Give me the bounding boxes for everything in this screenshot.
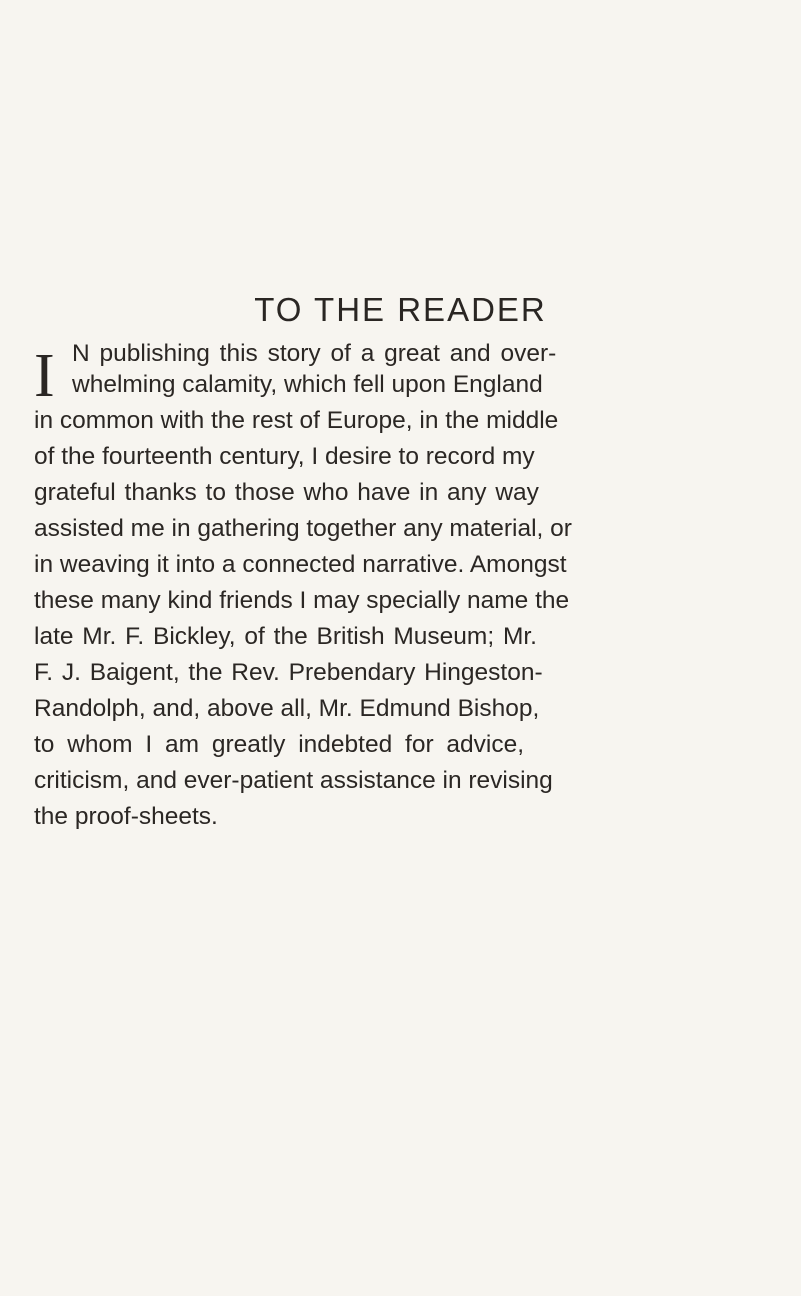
text-line: criticism, and ever-patient assistance in revising: [34, 767, 553, 794]
text-line: these many kind friends I may specially name the: [34, 587, 570, 614]
text-line: N publishing this story of a great and over-: [72, 340, 557, 367]
text-line: grateful thanks to those who have in any way: [34, 479, 539, 506]
text-line: the proof-sheets.: [34, 803, 218, 830]
text-line: F. J. Baigent, the Rev. Prebendary Hingeston-: [34, 659, 543, 686]
page-title: TO THE READER: [254, 291, 547, 328]
text-line: whelming calamity, which fell upon England: [72, 371, 543, 398]
text-line: assisted me in gathering together any material, or: [34, 515, 572, 542]
text-line: late Mr. F. Bickley, of the British Museum; Mr.: [34, 623, 537, 650]
text-line: Randolph, and, above all, Mr. Edmund Bishop,: [34, 695, 540, 722]
drop-cap: I: [34, 342, 55, 410]
text-line: of the fourteenth century, I desire to record my: [34, 443, 535, 470]
text-line: to whom I am greatly indebted for advice,: [34, 731, 525, 758]
text-line: in common with the rest of Europe, in the middle: [34, 407, 559, 434]
text-line: in weaving it into a connected narrative. Amongst: [34, 551, 567, 578]
